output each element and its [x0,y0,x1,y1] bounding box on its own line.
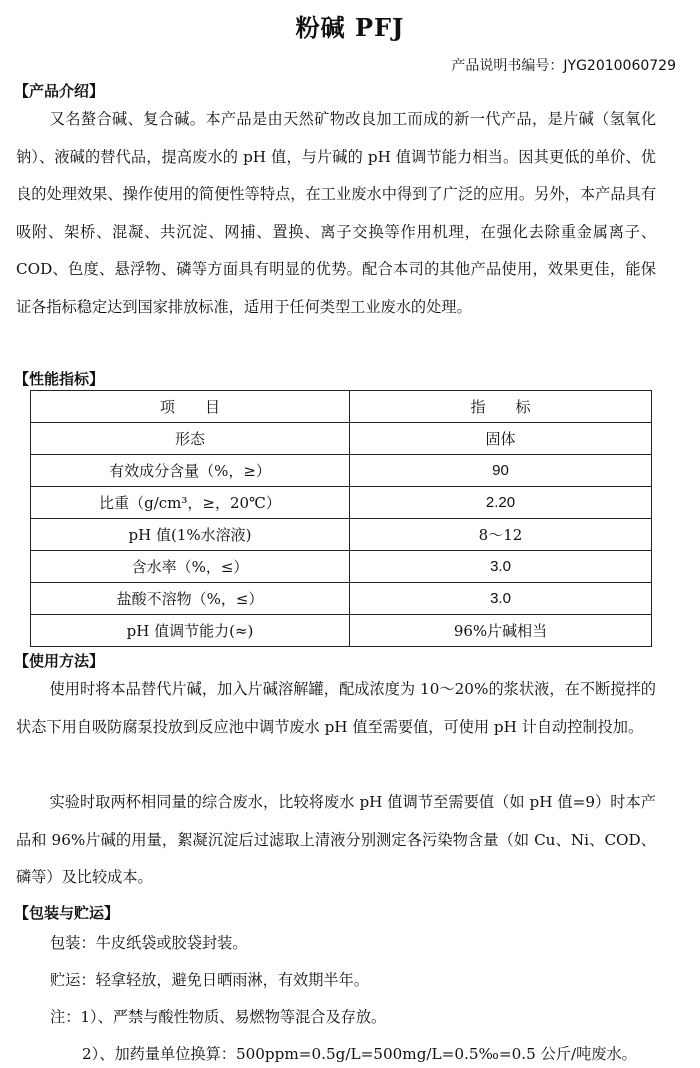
spec-item: 含水率（%，≤） [31,551,350,583]
table-row [31,423,652,455]
spec-value: 固体 [350,423,652,455]
spec-header-item: 项 目 [31,391,350,423]
document-number: 产品说明书编号：JYG2010060729 [451,58,676,74]
spec-table [30,390,652,647]
spec-item: 有效成分含量（%，≥） [31,455,350,487]
table-row [31,487,652,519]
spec-value: 2.20 [350,487,652,519]
note-line-1: 注：1）、严禁与酸性物质、易燃物等混合及存放。 [50,1008,387,1026]
intro-text: 又名螯合碱、复合碱。本产品是由天然矿物改良加工而成的新一代产品，是片碱（氢氧化钠）、液碱的替代品，提高废水的 pH 值，与片碱的 pH 值调节能力相当。因其更低的单价、优良的处理效果、操作使用的简便性等特点，在工业废水中得到了广泛的应用。另外，本产品具有吸附、架桥、混凝、共沉淀、网捕、置换、离子交换等作用机理，在强化去除重金属离子、COD、色度、悬浮物、磷等方面具有明显的优势。配合本司的其他产品使用，效果更佳，能保证各指标稳定达到国家排放标准，适用于任何类型工业废水的处理。 [16,110,656,316]
storage-line: 贮运：轻拿轻放，避免日晒雨淋，有效期半年。 [50,971,369,989]
usage-text-2: 实验时取两杯相同量的综合废水，比较将废水 pH 值调节至需要值（如 pH 值=9）时本产品和 96%片碱的用量，絮凝沉淀后过滤取上清液分别测定各污染物含量（如 Cu、Ni、COD、磷等）及比较成本。 [16,793,656,887]
spec-item: pH 值(1%水溶液) [31,519,350,551]
table-row [31,455,652,487]
spec-value: 3.0 [350,551,652,583]
spec-header-value: 指 标 [350,391,652,423]
table-row [31,583,652,615]
spec-table-body [31,391,652,647]
spec-table-header-row [31,391,652,423]
spec-value: 90 [350,455,652,487]
note-line-2: 2）、加药量单位换算：500ppm=0.5g/L=500mg/L=0.5‰=0.5 公斤/吨废水。 [82,1045,637,1063]
packaging-line: 包装：牛皮纸袋或胶袋封装。 [50,934,248,952]
spec-value: 3.0 [350,583,652,615]
spec-item: 比重（g/cm³，≥，20℃） [31,487,350,519]
table-row [31,519,652,551]
spec-value: 96%片碱相当 [350,615,652,647]
usage-paragraph-2 [16,784,656,897]
spec-item: 形态 [31,423,350,455]
spec-item: 盐酸不溶物（%，≤） [31,583,350,615]
section-heading-usage: 【使用方法】 [14,652,105,670]
usage-text-1: 使用时将本品替代片碱，加入片碱溶解罐，配成浓度为 10～20%的浆状液，在不断搅拌的状态下用自吸防腐泵投放到反应池中调节废水 pH 值至需要值，可使用 pH 计自动控制投加。 [16,680,656,736]
spec-item: pH 值调节能力(≈) [31,615,350,647]
usage-paragraph-1 [16,671,656,746]
intro-paragraph [16,101,656,327]
section-heading-intro: 【产品介绍】 [14,82,105,100]
section-heading-spec: 【性能指标】 [14,370,105,388]
spec-value: 8～12 [350,519,652,551]
document-title: 粉碱 PFJ [295,13,405,42]
table-row [31,551,652,583]
section-heading-packaging: 【包装与贮运】 [14,904,120,922]
table-row [31,615,652,647]
